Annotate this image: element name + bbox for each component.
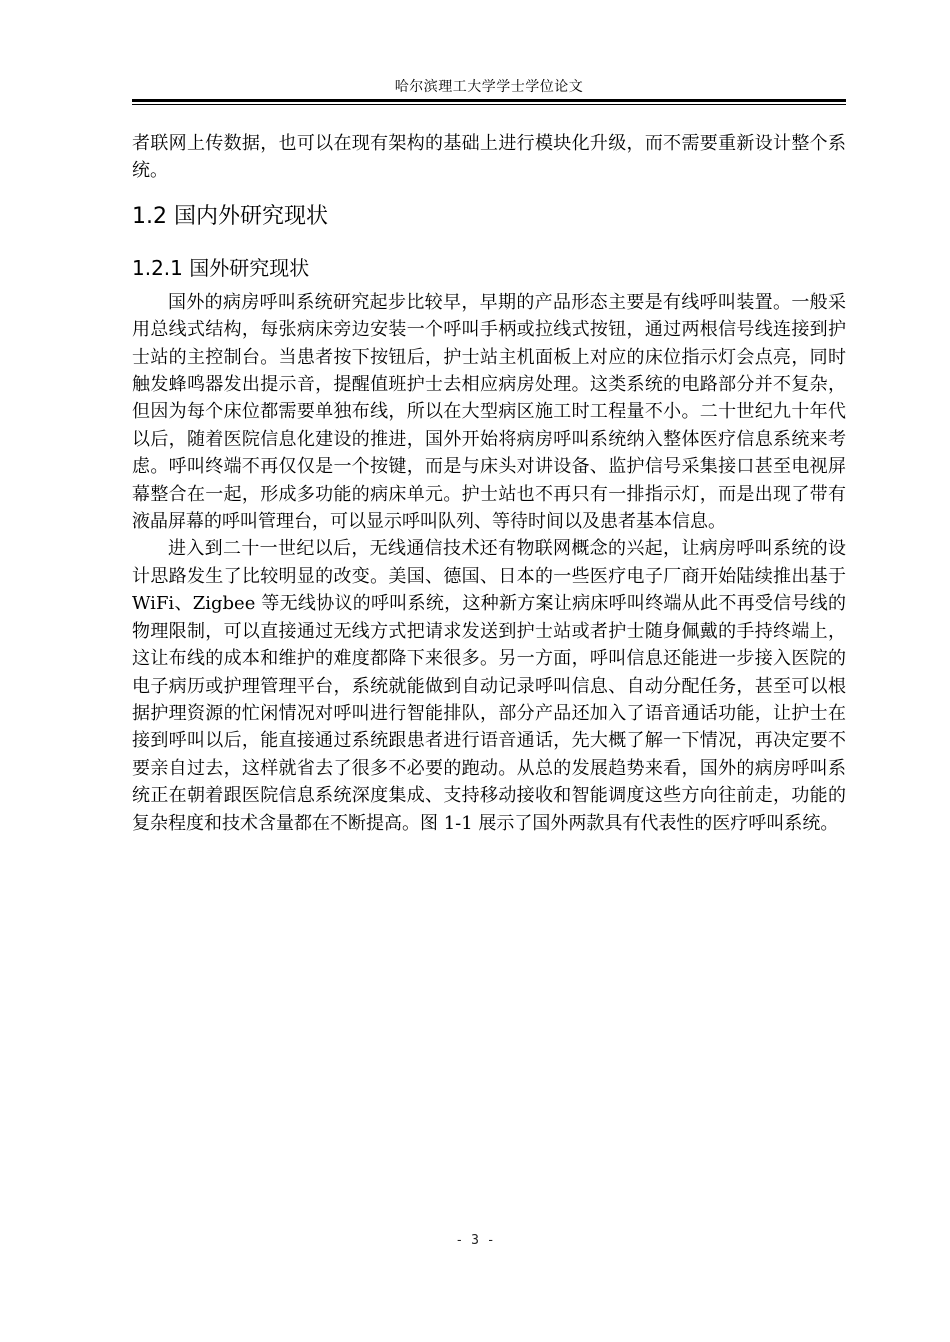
body-paragraph-2: 进入到二十一世纪以后，无线通信技术还有物联网概念的兴起，让病房呼叫系统的设计思路发生了比较明显的改变。美国、德国、日本的一些医疗电子厂商开始陆续推出基于 WiFi、Zigbee 等无线协议的呼叫系统，这种新方案让病床呼叫终端从此不再受信号线的物理限制，可以直接通过无线方式把请求发送到护士站或者护士随身佩戴的手持终端上，这让布线的成本和维护的难度都降下来很多。另一方面，呼叫信息还能进一步接入医院的电子病历或护理管理平台，系统就能做到自动记录呼叫信息、自动分配任务，甚至可以根据护理资源的忙闲情况对呼叫进行智能排队，部分产品还加入了语音通话功能，让护士在接到呼叫以后，能直接通过系统跟患者进行语音通话，先大概了解一下情况，再决定要不要亲自过去，这样就省去了很多不必要的跑动。从总的发展趋势来看，国外的病房呼叫系统正在朝着跟医院信息系统深度集成、支持移动接收和智能调度这些方向往前走，功能的复杂程度和技术含量都在不断提高。图 1-1 展示了国外两款具有代表性的医疗呼叫系统。	[132, 538, 846, 834]
header-rule-thick	[132, 99, 846, 102]
page-number: - 3 -	[455, 1233, 495, 1248]
page-content	[132, 130, 846, 837]
body-paragraph-1: 国外的病房呼叫系统研究起步比较早，早期的产品形态主要是有线呼叫装置。一般采用总线式结构，每张病床旁边安装一个呼叫手柄或拉线式按钮，通过两根信号线连接到护士站的主控制台。当患者按下按钮后，护士站主机面板上对应的床位指示灯会点亮，同时触发蜂鸣器发出提示音，提醒值班护士去相应病房处理。这类系统的电路部分并不复杂，但因为每个床位都需要单独布线，所以在大型病区施工时工程量不小。二十世纪九十年代以后，随着医院信息化建设的推进，国外开始将病房呼叫系统纳入整体医疗信息系统来考虑。呼叫终端不再仅仅是一个按键，而是与床头对讲设备、监护信号采集接口甚至电视屏幕整合在一起，形成多功能的病床单元。护士站也不再只有一排指示灯，而是出现了带有液晶屏幕的呼叫管理台，可以显示呼叫队列、等待时间以及患者基本信息。	[132, 291, 846, 533]
section-heading: 1.2 国内外研究现状	[132, 203, 328, 229]
header-rule-thin	[132, 104, 846, 105]
continuation-paragraph: 者联网上传数据，也可以在现有架构的基础上进行模块化升级，而不需要重新设计整个系统。	[132, 133, 846, 182]
subsection-heading: 1.2.1 国外研究现状	[132, 255, 310, 280]
running-header: 哈尔滨理工大学学士学位论文	[394, 79, 584, 95]
